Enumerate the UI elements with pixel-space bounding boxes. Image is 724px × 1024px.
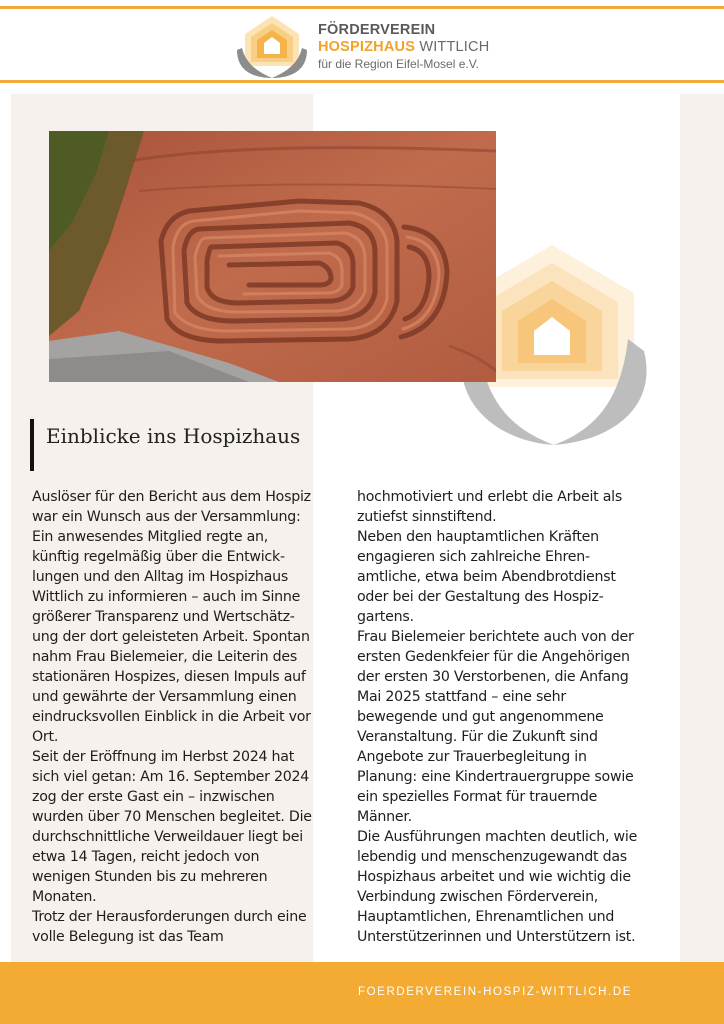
header-rule (0, 80, 724, 83)
article-line: Angebote zur Trauerbegleitung in (357, 749, 587, 765)
article-line: wenigen Stunden bis zu mehreren (32, 869, 268, 885)
footer-bar (0, 962, 724, 1024)
article-line: zog der erste Gast ein – inzwischen (32, 789, 275, 805)
article-line: ersten Gedenkfeier für die Angehörigen (357, 649, 630, 665)
org-line2 (318, 39, 489, 56)
article-line: amtliche, etwa beim Abendbrotdienst (357, 569, 616, 585)
article-line: sich viel getan: Am 16. September 2024 (32, 769, 310, 785)
article-line: war ein Wunsch aus der Versammlung: (32, 509, 301, 525)
top-rule (0, 6, 724, 9)
article-line: Ort. (32, 729, 59, 745)
right-panel-background (680, 94, 724, 974)
article-line: volle Belegung ist das Team (32, 929, 224, 945)
article-line: Ein anwesendes Mitglied regte an, (32, 529, 269, 545)
article-line: und gewährte der Versammlung einen (32, 689, 297, 705)
article-line: Frau Bielemeier berichtete auch von der (357, 629, 634, 645)
article-line: ung der dort geleisteten Arbeit. Spontan (32, 629, 310, 645)
article-line: Veranstaltung. Für die Zukunft sind (357, 729, 598, 745)
article-line: zutiefst sinnstiftend. (357, 509, 497, 525)
article-line: der ersten 30 Verstorbenen, die Anfang (357, 669, 629, 685)
article-column-right (357, 487, 647, 947)
article-line: ein spezielles Format für trauernde (357, 789, 598, 805)
article-column-left (32, 487, 314, 947)
org-line2-city: WITTLICH (419, 39, 490, 55)
org-tagline: für die Region Eifel-Mosel e.V. (318, 57, 479, 71)
article-line: lungen und den Alltag im Hospizhaus (32, 569, 288, 585)
article-title: Einblicke ins Hospizhaus (46, 424, 301, 448)
article-line: größerer Transparenz und Wertschätz- (32, 609, 295, 625)
article-line: Hauptamtlichen, Ehrenamtlichen und (357, 909, 615, 925)
footer-website-link[interactable]: FOERDERVEREIN-HOSPIZ-WITTLICH.DE (358, 986, 632, 998)
article-line: Trotz der Herausforderungen durch eine (32, 909, 307, 925)
article-line: oder bei der Gestaltung des Hospiz- (357, 589, 604, 605)
article-line: Hospizhaus arbeitet und wie wichtig die (357, 869, 631, 885)
article-line: bewegende und gut angenommene (357, 709, 604, 725)
article-line: engagieren sich zahlreiche Ehren- (357, 549, 590, 565)
article-line: nahm Frau Bielemeier, die Leiterin des (32, 649, 298, 665)
article-line: Planung: eine Kindertrauergruppe sowie (357, 769, 634, 785)
article-line: hochmotiviert und erlebt die Arbeit als (357, 489, 623, 505)
article-line: stationären Hospizes, diesen Impuls auf (32, 669, 306, 685)
org-line2-highlight: HOSPIZHAUS (318, 39, 416, 55)
article-line: gartens. (357, 609, 414, 625)
article-line: Seit der Eröffnung im Herbst 2024 hat (32, 749, 295, 765)
article-line: Die Ausführungen machten deutlich, wie (357, 829, 638, 845)
article-line: wurden über 70 Menschen begleitet. Die (32, 809, 312, 825)
hospice-logo-icon (234, 14, 310, 80)
article-line: künftig regelmäßig über die Entwick- (32, 549, 285, 565)
org-name (318, 22, 489, 73)
org-line1: FÖRDERVEREIN (318, 22, 436, 38)
article-line: etwa 14 Tagen, reicht jedoch von (32, 849, 260, 865)
article-line: durchschnittliche Verweildauer liegt bei (32, 829, 303, 845)
article-line: Wittlich zu informieren – auch im Sinne (32, 589, 301, 605)
article-line: Verbindung zwischen Förderverein, (357, 889, 599, 905)
article-line: Monaten. (32, 889, 97, 905)
article-line: Unterstützerinnen und Unterstützern ist. (357, 929, 636, 945)
article-line: Männer. (357, 809, 412, 825)
article-line: Neben den hauptamtlichen Kräften (357, 529, 599, 545)
article-line: Mai 2025 stattfand – eine sehr (357, 689, 566, 705)
article-line: Auslöser für den Bericht aus dem Hospiz (32, 489, 311, 505)
article-line: lebendig und menschenzugewandt das (357, 849, 627, 865)
sandstone-labyrinth-photo (49, 131, 496, 382)
article-line: eindrucksvollen Einblick in die Arbeit vor (32, 709, 311, 725)
title-accent-bar (30, 419, 34, 471)
